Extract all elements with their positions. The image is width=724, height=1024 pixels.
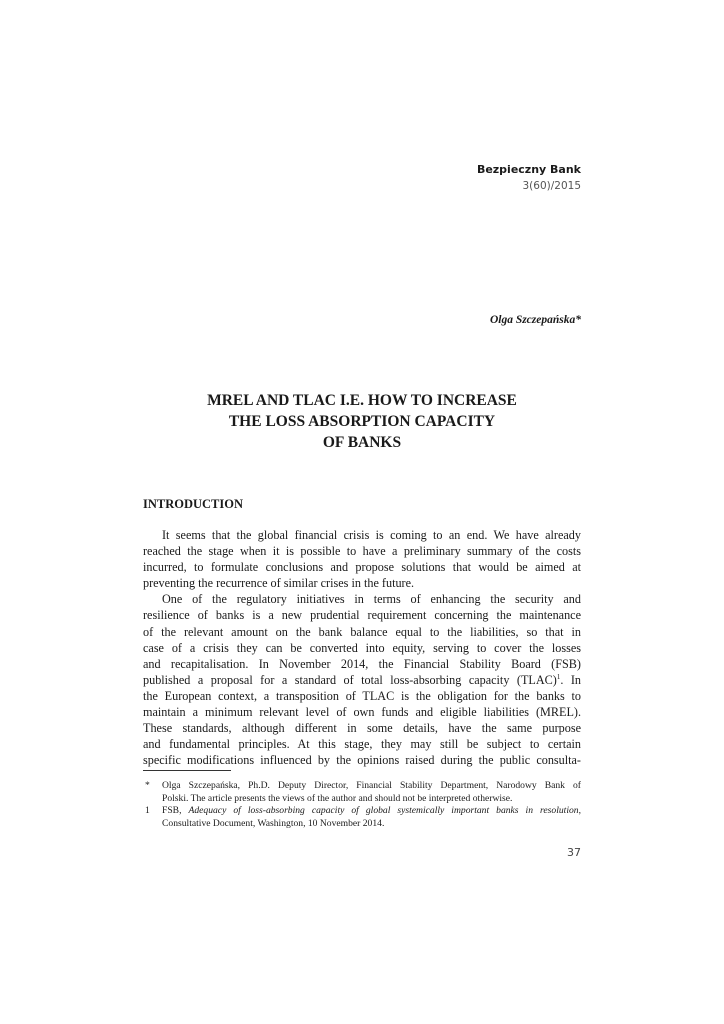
line-text: . In — [560, 672, 581, 687]
line-text: published a proposal for a standard of total loss-absorbing capacity (TLAC) — [143, 672, 557, 687]
paragraph-line: incurred, to formulate conclusions and propose solutions that would be aimed at — [143, 560, 581, 575]
footnote-line — [162, 805, 581, 818]
paragraph-line: specific modifications influenced by the opinions raised during the public consulta- — [143, 753, 581, 768]
cited-title: Adequacy of loss-absorbing capacity of global systemically important banks in resolution — [188, 805, 579, 817]
paragraph-line: the European context, a transposition of TLAC is the obligation for the banks to — [143, 688, 581, 703]
paragraph-line: These standards, although different in some details, have the same purpose — [143, 721, 581, 736]
paragraph-line: reached the stage when it is possible to have a preliminary summary of the costs — [143, 544, 581, 559]
footnote-mark: 1 — [145, 805, 150, 817]
footnote-text: FSB, — [162, 805, 189, 817]
footnote-mark: * — [145, 780, 150, 791]
title-line: THE LOSS ABSORPTION CAPACITY — [228, 413, 496, 430]
page-number: 37 — [567, 846, 581, 859]
body-text — [143, 527, 581, 768]
footnote-reference[interactable]: 1 — [556, 672, 561, 681]
footnote-line: Consultative Document, Washington, 10 November 2014. — [162, 818, 385, 830]
paragraph-line: of the relevant amount on the bank balance equal to the liabilities, so that in — [143, 624, 581, 639]
paragraph-line — [143, 672, 581, 688]
paragraph-line: It seems that the global financial crisis is coming to an end. We have already — [162, 528, 581, 542]
paragraph-line: case of a crisis they can be converted into equity, serving to cover the losses — [143, 640, 581, 655]
footnote-divider — [143, 770, 231, 771]
author-name: Olga Szczepańska* — [489, 314, 581, 326]
title-line: OF BANKS — [322, 434, 402, 451]
journal-header — [477, 163, 581, 193]
footnote-1 — [143, 805, 581, 830]
footnote-line: Olga Szczepańska, Ph.D. Deputy Director, Financial Stability Department, Narodowy Bank of — [162, 780, 581, 791]
footnotes — [143, 780, 581, 831]
paragraph-line: resilience of banks is a new prudential requirement concerning the maintenance — [143, 608, 581, 623]
footnote-text: , — [578, 805, 581, 817]
section-heading: INTRODUCTION — [143, 497, 244, 511]
journal-issue: 3(60)/2015 — [522, 180, 581, 192]
paragraph-line: and recapitalisation. In November 2014, the Financial Stability Board (FSB) — [143, 656, 581, 671]
footnote-author — [143, 780, 581, 805]
paragraph-line: and fundamental principles. At this stage, they may still be subject to certain — [143, 737, 581, 752]
title-line: MREL AND TLAC I.E. HOW TO INCREASE — [207, 392, 517, 409]
paragraph-line: preventing the recurrence of similar crises in the future. — [143, 576, 415, 591]
journal-name: Bezpieczny Bank — [476, 163, 581, 176]
paragraph-line: One of the regulatory initiatives in terms of enhancing the security and — [162, 592, 581, 607]
footnote-line: Polski. The article presents the views of the author and should not be interpreted otherwise. — [162, 792, 513, 804]
article-title — [143, 390, 581, 453]
paragraph-line: maintain a minimum relevant level of own funds and eligible liabilities (MREL). — [143, 705, 581, 720]
